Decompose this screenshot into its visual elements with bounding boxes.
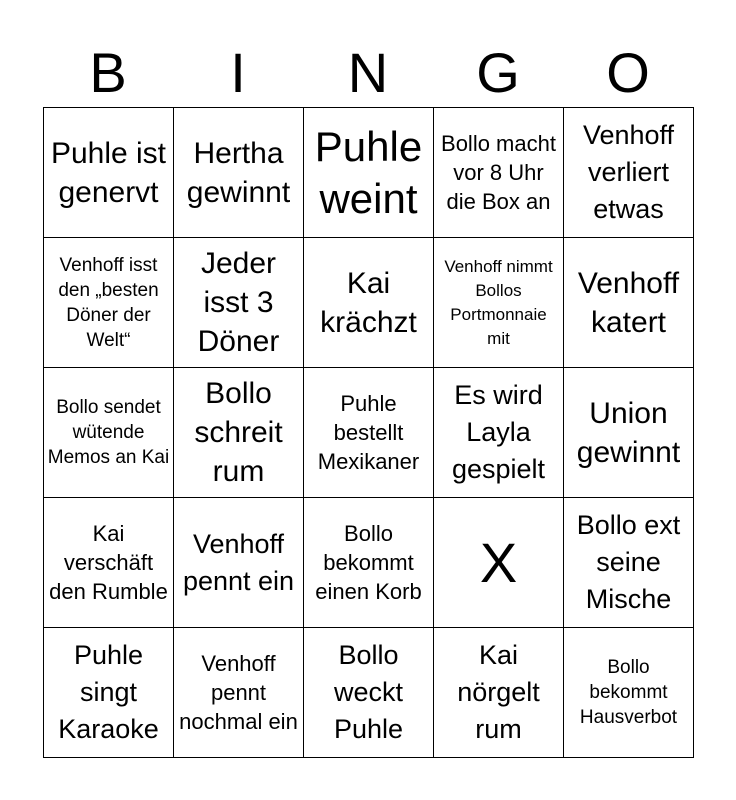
cell-text: Puhle weint: [314, 122, 423, 222]
cell-text: Bollo bekommt einen Korb: [315, 521, 422, 604]
bingo-cell-r1c5[interactable]: [564, 108, 694, 238]
cell-text: Venhoff pennt ein: [182, 528, 295, 596]
cell-text: Venhoff katert: [577, 266, 680, 339]
bingo-cell-r3c2[interactable]: [174, 368, 304, 498]
bingo-cell-r1c1[interactable]: [44, 108, 174, 238]
cell-text: Kai krächzt: [320, 266, 417, 339]
bingo-cell-r5c3[interactable]: [304, 628, 434, 758]
bingo-cell-r2c1[interactable]: [44, 238, 174, 368]
cell-text: Venhoff isst den „besten Döner der Welt“: [58, 254, 159, 351]
bingo-cell-r5c2[interactable]: [174, 628, 304, 758]
cell-text: Venhoff pennt nochmal ein: [179, 651, 298, 734]
cell-text: Bollo sendet wütende Memos an Kai: [47, 397, 170, 468]
bingo-cell-r4c5[interactable]: [564, 498, 694, 628]
bingo-cell-r3c4[interactable]: [434, 368, 564, 498]
bingo-cell-free[interactable]: [434, 498, 564, 628]
bingo-cell-r5c4[interactable]: [434, 628, 564, 758]
bingo-cell-r4c1[interactable]: [44, 498, 174, 628]
bingo-cell-r2c3[interactable]: [304, 238, 434, 368]
cell-text: Bollo schreit rum: [194, 377, 283, 488]
cell-text: Bollo bekommt Hausverbot: [579, 657, 678, 728]
cell-text: Puhle singt Karaoke: [58, 640, 159, 744]
bingo-cell-r1c4[interactable]: [434, 108, 564, 238]
cell-text: Kai verschäft den Rumble: [49, 521, 168, 604]
bingo-cell-r3c3[interactable]: [304, 368, 434, 498]
header-letter-n: N: [347, 41, 389, 104]
bingo-cell-r4c2[interactable]: [174, 498, 304, 628]
header-letter-b: B: [89, 41, 127, 104]
bingo-cell-r5c1[interactable]: [44, 628, 174, 758]
cell-text: Hertha gewinnt: [186, 136, 291, 209]
cell-text: Bollo weckt Puhle: [333, 640, 404, 744]
cell-text: Venhoff nimmt Bollos Portmonnaie mit: [444, 256, 553, 348]
bingo-cell-r2c2[interactable]: [174, 238, 304, 368]
header-letter-g: G: [476, 41, 520, 104]
bingo-cell-r3c1[interactable]: [44, 368, 174, 498]
bingo-cell-r1c2[interactable]: [174, 108, 304, 238]
free-space-mark: X: [479, 530, 518, 594]
cell-text: Bollo macht vor 8 Uhr die Box an: [441, 131, 556, 214]
cell-text: Kai nörgelt rum: [457, 640, 540, 744]
header-letter-o: O: [606, 41, 650, 104]
bingo-cell-r2c4[interactable]: [434, 238, 564, 368]
bingo-cell-r2c5[interactable]: [564, 238, 694, 368]
cell-text: Union gewinnt: [576, 396, 681, 469]
bingo-cell-r5c5[interactable]: [564, 628, 694, 758]
bingo-cell-r4c3[interactable]: [304, 498, 434, 628]
cell-text: Jeder isst 3 Döner: [197, 247, 280, 358]
header-letter-i: I: [230, 41, 246, 104]
cell-text: Venhoff verliert etwas: [582, 120, 675, 224]
cell-text: Puhle bestellt Mexikaner: [317, 391, 420, 474]
bingo-header: [43, 38, 693, 108]
bingo-cell-r1c3[interactable]: [304, 108, 434, 238]
bingo-cell-r3c5[interactable]: [564, 368, 694, 498]
cell-text: Puhle ist genervt: [50, 136, 167, 209]
cell-text: Bollo ext seine Mische: [576, 510, 681, 614]
bingo-card: [43, 107, 694, 758]
cell-text: Es wird Layla gespielt: [451, 380, 546, 484]
